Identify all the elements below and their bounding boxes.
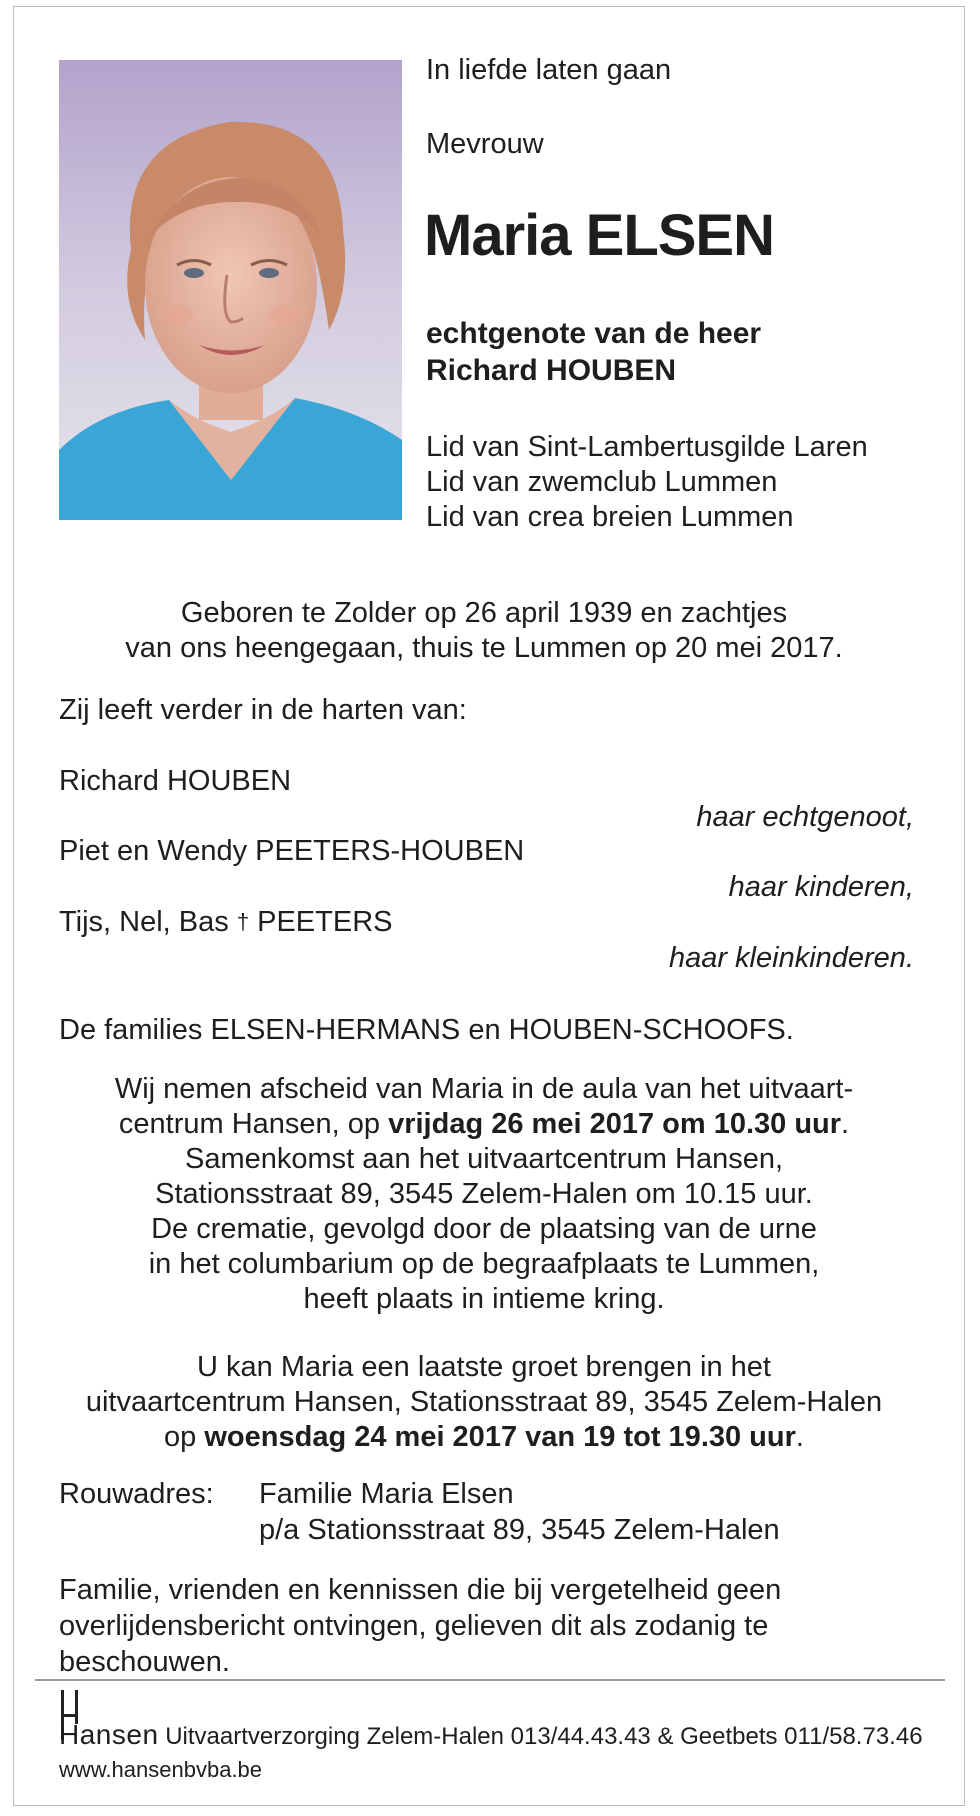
visit-line [59,1420,909,1455]
notice-line: overlijdensbericht ontvingen, gelieven dit als zodanig te [59,1610,769,1642]
notice-line: Familie, vrienden en kennissen die bij vergetelheid geen [59,1574,782,1606]
company-details: Uitvaartverzorging Zelem-Halen 013/44.43.43 & Geetbets 011/58.73.46 [165,1723,923,1750]
farewell-date: vrijdag 26 mei 2017 om 10.30 uur [388,1108,842,1140]
rouwadres-line: p/a Stationsstraat 89, 3545 Zelem-Halen [259,1514,780,1546]
rouwadres-line: Familie Maria Elsen [259,1478,514,1510]
survivor-names: Piet en Wendy PEETERS-HOUBEN [59,835,525,867]
farewell-line: Wij nemen afscheid van Maria in de aula van het uitvaart- [114,1073,854,1105]
farewell-paragraph [59,1072,909,1317]
farewell-line [59,1107,909,1142]
farewell-line: De crematie, gevolgd door de plaatsing van de urne [151,1213,817,1245]
footer-company-line [59,1720,923,1752]
notice-line: beschouwen. [59,1646,230,1678]
farewell-line: in het columbarium op de begraafplaats te Lummen, [148,1248,820,1280]
survivor-names [59,904,393,940]
survivor-relation: haar kinderen, [728,871,914,903]
rouwadres-value [259,1476,780,1548]
portrait-photo [59,60,402,520]
visit-line: uitvaartcentrum Hansen, Stationsstraat 89, 3545 Zelem-Halen [85,1386,883,1418]
spouse-block [426,315,761,389]
brand-name: Hansen [59,1719,159,1750]
footer-divider [35,1679,945,1681]
visit-paragraph [59,1350,909,1455]
survivor-names: Richard HOUBEN [59,765,292,797]
cross-icon: † [236,909,250,934]
farewell-text: . [841,1108,850,1140]
birth-line: Geboren te Zolder op 26 april 1939 en zachtjes [180,597,788,629]
notice-paragraph [59,1572,859,1680]
families-line: De families ELSEN-HERMANS en HOUBEN-SCHOOFS. [59,1014,794,1046]
farewell-line: Samenkomst aan het uitvaartcentrum Hansen, [184,1143,784,1175]
hearts-intro: Zij leeft verder in de harten van: [59,694,467,726]
intro-text: In liefde laten gaan [426,54,672,86]
membership-item: Lid van crea breien Lummen [426,501,794,533]
spouse-name: Richard HOUBEN [426,354,677,387]
visit-text: op [164,1421,205,1453]
birth-death-paragraph [59,596,909,666]
grandchildren-names: Tijs, Nel, Bas [59,906,229,938]
farewell-line: Stationsstraat 89, 3545 Zelem-Halen om 10.15 uur. [155,1178,813,1210]
website-link[interactable]: www.hansenbvba.be [59,1757,263,1782]
visit-date: woensdag 24 mei 2017 van 19 tot 19.30 uur [204,1421,796,1453]
spouse-line: echtgenote van de heer [426,317,762,350]
visit-line: U kan Maria een laatste groet brengen in het [197,1351,771,1383]
memberships-list [426,430,868,535]
visit-text: . [795,1421,804,1453]
membership-item: Lid van zwemclub Lummen [426,466,778,498]
deceased-name: Maria ELSEN [424,203,774,268]
membership-item: Lid van Sint-Lambertusgilde Laren [426,431,868,463]
farewell-text: centrum Hansen, op [118,1108,389,1140]
honorific: Mevrouw [426,128,544,160]
death-line: van ons heengegaan, thuis te Lummen op 20 mei 2017. [125,632,843,664]
survivor-relation: haar kleinkinderen. [668,942,914,974]
rouwadres-label: Rouwadres: [59,1478,214,1510]
survivor-relation: haar echtgenoot, [696,801,914,833]
farewell-line: heeft plaats in intieme kring. [303,1283,665,1315]
grandchildren-surname: PEETERS [257,906,393,938]
portrait-illustration [59,60,402,520]
